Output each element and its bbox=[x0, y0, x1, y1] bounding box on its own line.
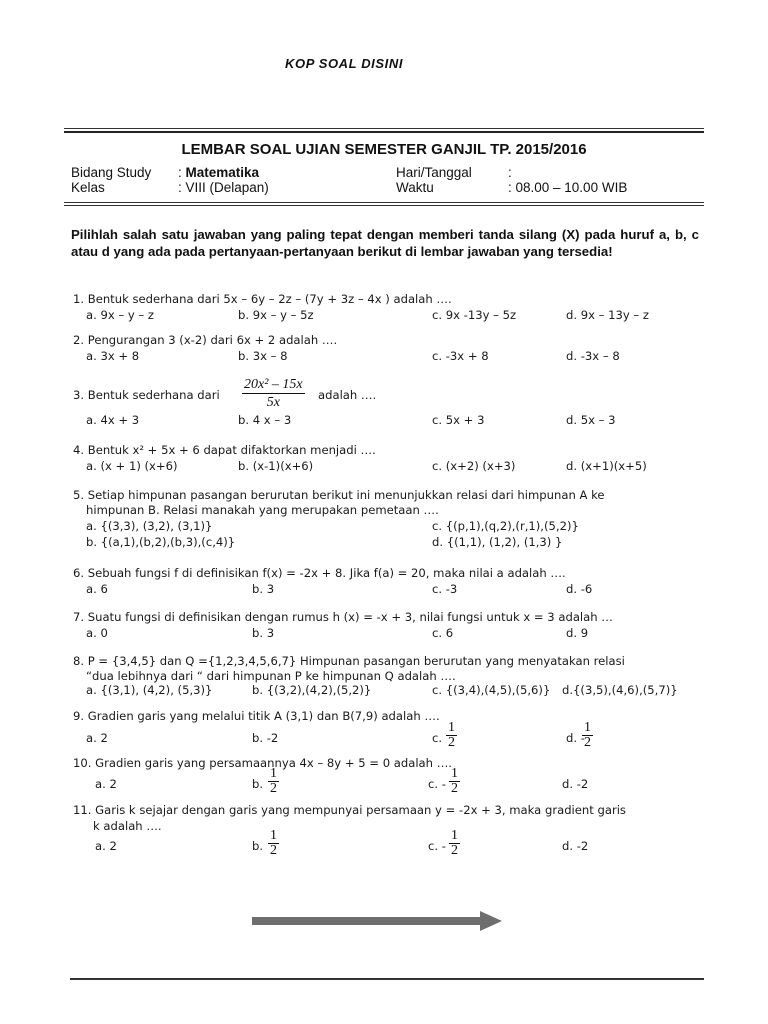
instruction: Pilihlah salah satu jawaban yang paling tepat dengan memberi tanda silang (X) pada huruf a, b, c atau d yang ada pada pertanyaan-pertanyaan berikut di lembar jawaban yang tersedia! bbox=[71, 227, 699, 259]
q3-fraction-numerator: 20x² – 15x bbox=[244, 377, 303, 392]
question-9: 9. Gradien garis yang melalui titik A (3,1) dan B(7,9) adalah …. bbox=[73, 709, 440, 723]
q11-option-c: c. - bbox=[428, 839, 446, 853]
q8-option-c: c. {(3,4),(4,5),(5,6)} bbox=[432, 683, 551, 697]
question-2: 2. Pengurangan 3 (x-2) dari 6x + 2 adalah …. bbox=[73, 333, 338, 347]
q9-d-den: 2 bbox=[584, 735, 591, 750]
q7-option-c: c. 6 bbox=[432, 626, 454, 640]
next-page-arrow-shaft bbox=[252, 917, 482, 925]
question-6: 6. Sebuah fungsi f di definisikan f(x) = -2x + 8. Jika f(a) = 20, maka nilai a adalah …. bbox=[73, 566, 566, 580]
q7-option-b: b. 3 bbox=[252, 626, 275, 640]
q8-option-a: a. {(3,1), (4,2), (5,3)} bbox=[86, 683, 213, 697]
header-rule-thick bbox=[64, 131, 704, 133]
q11-option-b-fraction bbox=[268, 829, 279, 858]
kelas-label: Kelas bbox=[71, 180, 105, 195]
q10-option-b-fraction bbox=[268, 767, 279, 796]
q2-option-a: a. 3x + 8 bbox=[86, 349, 140, 363]
q5-option-a: a. {(3,3), (3,2), (3,1)} bbox=[86, 519, 213, 533]
q10-c-num: 1 bbox=[451, 766, 458, 781]
question-3-pre: 3. Bentuk sederhana dari bbox=[73, 388, 220, 402]
kelas-value: : VIII (Delapan) bbox=[178, 180, 269, 195]
meta-rule-2 bbox=[64, 205, 704, 206]
q11-option-d: d. -2 bbox=[562, 839, 589, 853]
q5-option-b: b. {(a,1),(b,2),(b,3),(c,4)} bbox=[86, 535, 236, 549]
q10-b-den: 2 bbox=[270, 781, 277, 796]
q2-option-b: b. 3x – 8 bbox=[238, 349, 288, 363]
header-rule-thin bbox=[64, 128, 704, 129]
question-8-line-1: 8. P = {3,4,5} dan Q ={1,2,3,4,5,6,7} Himpunan pasangan berurutan yang menyatakan relasi bbox=[73, 654, 625, 668]
q11-c-num: 1 bbox=[451, 828, 458, 843]
kop-soal: KOP SOAL DISINI bbox=[285, 56, 404, 71]
q4-option-d: d. (x+1)(x+5) bbox=[566, 459, 647, 473]
question-5-line-1: 5. Setiap himpunan pasangan berurutan berikut ini menunjukkan relasi dari himpunan A ke bbox=[73, 488, 605, 502]
q1-option-d: d. 9x – 13y – z bbox=[566, 308, 650, 322]
q3-option-c: c. 5x + 3 bbox=[432, 413, 485, 427]
q2-option-c: c. -3x + 8 bbox=[432, 349, 489, 363]
q9-option-d: d. - bbox=[566, 731, 585, 745]
q10-option-c: c. - bbox=[428, 777, 446, 791]
waktu-value: : 08.00 – 10.00 WIB bbox=[508, 180, 628, 195]
q1-option-b: b. 9x – y – 5z bbox=[238, 308, 314, 322]
question-11-line-2: k adalah …. bbox=[93, 819, 162, 833]
q9-option-c-fraction bbox=[446, 721, 457, 750]
q4-option-a: a. (x + 1) (x+6) bbox=[86, 459, 178, 473]
q6-option-a: a. 6 bbox=[86, 582, 108, 596]
q11-option-c-fraction bbox=[449, 829, 460, 858]
question-5-line-2: himpunan B. Relasi manakah yang merupakan pemetaan …. bbox=[86, 503, 439, 517]
q6-option-c: c. -3 bbox=[432, 582, 458, 596]
next-page-arrow-icon bbox=[480, 911, 502, 931]
q2-option-d: d. -3x – 8 bbox=[566, 349, 620, 363]
question-11-line-1: 11. Garis k sejajar dengan garis yang mempunyai persamaan y = -2x + 3, maka gradient garis bbox=[73, 803, 626, 817]
q9-c-num: 1 bbox=[448, 720, 455, 735]
q9-option-d-fraction bbox=[582, 721, 593, 750]
hari-label: Hari/Tanggal bbox=[396, 165, 472, 180]
question-3-post: adalah …. bbox=[318, 388, 377, 402]
q3-fraction bbox=[242, 376, 305, 411]
q11-option-a: a. 2 bbox=[95, 839, 117, 853]
question-7: 7. Suatu fungsi di definisikan dengan rumus h (x) = -x + 3, nilai fungsi untuk x = 3 adalah … bbox=[73, 610, 613, 624]
bidang-value: Matematika bbox=[185, 165, 260, 180]
exam-title: LEMBAR SOAL UJIAN SEMESTER GANJIL TP. 2015/2016 bbox=[181, 141, 587, 158]
q10-b-num: 1 bbox=[270, 766, 277, 781]
question-1: 1. Bentuk sederhana dari 5x – 6y – 2z – (7y + 3z – 4x ) adalah …. bbox=[73, 292, 452, 306]
q3-option-a: a. 4x + 3 bbox=[86, 413, 140, 427]
q11-b-num: 1 bbox=[270, 828, 277, 843]
bidang-sep: : bbox=[178, 165, 182, 180]
q3-option-d: d. 5x – 3 bbox=[566, 413, 616, 427]
q3-fraction-denominator: 5x bbox=[266, 395, 280, 410]
q5-option-d: d. {(1,1), (1,2), (1,3) } bbox=[432, 535, 563, 549]
q10-option-b: b. bbox=[252, 777, 264, 791]
q10-option-c-fraction bbox=[449, 767, 460, 796]
hari-value: : bbox=[508, 165, 512, 180]
q10-c-den: 2 bbox=[451, 781, 458, 796]
waktu-label: Waktu bbox=[396, 180, 434, 195]
footer-rule bbox=[70, 978, 704, 980]
bidang-label: Bidang Study bbox=[71, 165, 152, 180]
q10-option-d: d. -2 bbox=[562, 777, 589, 791]
meta-rule-1 bbox=[64, 202, 704, 203]
q9-option-a: a. 2 bbox=[86, 731, 108, 745]
q10-option-a: a. 2 bbox=[95, 777, 117, 791]
q8-option-b: b. {(3,2),(4,2),(5,2)} bbox=[252, 683, 372, 697]
q9-d-num: 1 bbox=[584, 720, 591, 735]
q11-option-b: b. bbox=[252, 839, 264, 853]
q7-option-a: a. 0 bbox=[86, 626, 108, 640]
bidang-value-row bbox=[178, 165, 259, 180]
q1-option-c: c. 9x -13y – 5z bbox=[432, 308, 517, 322]
q6-option-b: b. 3 bbox=[252, 582, 275, 596]
q4-option-b: b. (x-1)(x+6) bbox=[238, 459, 314, 473]
q9-option-c: c. bbox=[432, 731, 443, 745]
q5-option-c: c. {(p,1),(q,2),(r,1),(5,2)} bbox=[432, 519, 579, 533]
question-4: 4. Bentuk x² + 5x + 6 dapat difaktorkan menjadi …. bbox=[73, 443, 376, 457]
q9-option-b: b. -2 bbox=[252, 731, 279, 745]
q3-option-b: b. 4 x – 3 bbox=[238, 413, 292, 427]
q6-option-d: d. -6 bbox=[566, 582, 593, 596]
question-10: 10. Gradien garis yang persamaannya 4x – 8y + 5 = 0 adalah …. bbox=[73, 756, 452, 770]
q11-b-den: 2 bbox=[270, 843, 277, 858]
q1-option-a: a. 9x – y – z bbox=[86, 308, 154, 322]
q9-c-den: 2 bbox=[448, 735, 455, 750]
q8-option-d: d.{(3,5),(4,6),(5,7)} bbox=[562, 683, 678, 697]
q4-option-c: c. (x+2) (x+3) bbox=[432, 459, 516, 473]
question-8-line-2: “dua lebihnya dari “ dari himpunan P ke himpunan Q adalah …. bbox=[86, 669, 456, 683]
q11-c-den: 2 bbox=[451, 843, 458, 858]
q7-option-d: d. 9 bbox=[566, 626, 589, 640]
